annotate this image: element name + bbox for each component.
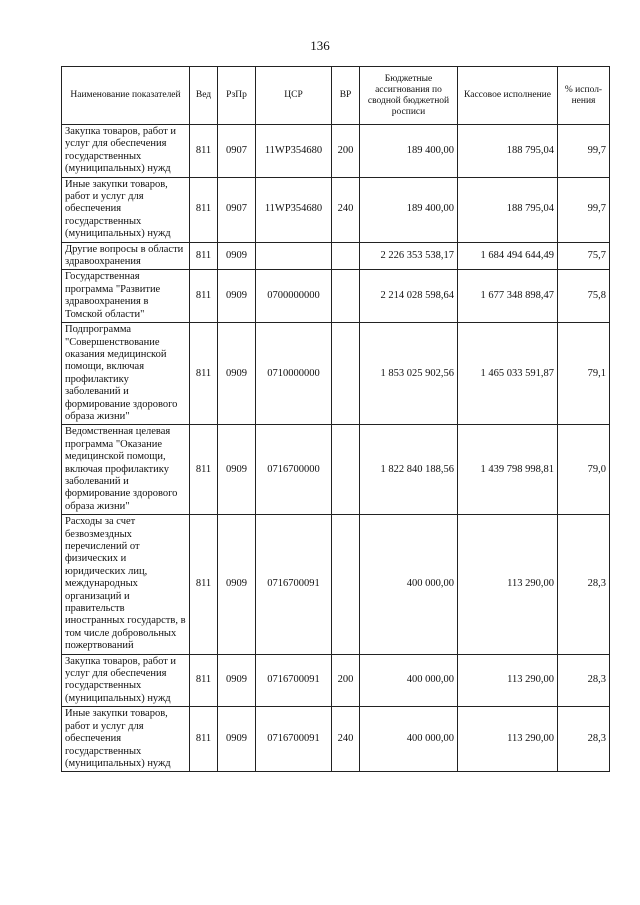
row-rzpr: 0909: [218, 425, 256, 515]
row-ved: 811: [190, 707, 218, 772]
table-row: [62, 242, 610, 270]
table-row: [62, 323, 610, 425]
row-vr: [332, 270, 360, 323]
row-rzpr: 0907: [218, 125, 256, 178]
row-csr: 0710000000: [256, 323, 332, 425]
row-vr: 240: [332, 177, 360, 242]
row-name: Ведомственная целевая программа "Оказание медицинской помощи, включая профилактику заболеваний и формирование здорового образа жизни": [62, 425, 190, 515]
header-csr: ЦСР: [256, 67, 332, 125]
row-vr: [332, 323, 360, 425]
row-cash: 1 684 494 644,49: [458, 242, 558, 270]
row-ved: 811: [190, 270, 218, 323]
row-rzpr: 0909: [218, 515, 256, 654]
row-csr: 0700000000: [256, 270, 332, 323]
row-ved: 811: [190, 515, 218, 654]
row-cash: 1 465 033 591,87: [458, 323, 558, 425]
row-pct: 75,7: [558, 242, 610, 270]
row-rzpr: 0907: [218, 177, 256, 242]
row-pct: 99,7: [558, 177, 610, 242]
row-pct: 75,8: [558, 270, 610, 323]
row-budget: 2 226 353 538,17: [360, 242, 458, 270]
row-cash: 188 795,04: [458, 177, 558, 242]
row-csr: 0716700000: [256, 425, 332, 515]
row-vr: [332, 425, 360, 515]
row-name: Закупка товаров, работ и услуг для обеспечения государственных (муниципальных) нужд: [62, 125, 190, 178]
row-rzpr: 0909: [218, 707, 256, 772]
table-row: [62, 125, 610, 178]
row-ved: 811: [190, 242, 218, 270]
row-rzpr: 0909: [218, 270, 256, 323]
row-budget: 400 000,00: [360, 707, 458, 772]
row-name: Подпрограмма "Совершенствование оказания медицинской помощи, включая профилактику заболеваний и формирование здорового образа жизни": [62, 323, 190, 425]
row-budget: 189 400,00: [360, 177, 458, 242]
table-row: [62, 270, 610, 323]
row-csr: [256, 242, 332, 270]
page-number: 136: [310, 38, 330, 53]
header-ved: Вед: [190, 67, 218, 125]
header-cash: Кассовое исполнение: [458, 67, 558, 125]
row-pct: 28,3: [558, 515, 610, 654]
row-vr: [332, 515, 360, 654]
row-budget: 189 400,00: [360, 125, 458, 178]
table-row: [62, 425, 610, 515]
header-pct: % испол-нения: [558, 67, 610, 125]
row-cash: 1 677 348 898,47: [458, 270, 558, 323]
row-name: Иные закупки товаров, работ и услуг для обеспечения государственных (муниципальных) нужд: [62, 707, 190, 772]
table-row: [62, 654, 610, 707]
row-name: Государственная программа "Развитие здравоохранения в Томской области": [62, 270, 190, 323]
row-pct: 99,7: [558, 125, 610, 178]
row-ved: 811: [190, 323, 218, 425]
row-name: Расходы за счет безвозмездных перечислений от физических и юридических лиц, международных организаций и правительств иностранных государств, в том числе добровольных пожертвований: [62, 515, 190, 654]
row-budget: 400 000,00: [360, 515, 458, 654]
row-name: Закупка товаров, работ и услуг для обеспечения государственных (муниципальных) нужд: [62, 654, 190, 707]
row-ved: 811: [190, 425, 218, 515]
table-row: [62, 177, 610, 242]
row-cash: 113 290,00: [458, 654, 558, 707]
row-cash: 188 795,04: [458, 125, 558, 178]
header-vr: ВР: [332, 67, 360, 125]
row-rzpr: 0909: [218, 323, 256, 425]
header-name: Наименование показателей: [62, 67, 190, 125]
row-cash: 1 439 798 998,81: [458, 425, 558, 515]
row-ved: 811: [190, 654, 218, 707]
row-name: Иные закупки товаров, работ и услуг для обеспечения государственных (муниципальных) нужд: [62, 177, 190, 242]
row-budget: 1 822 840 188,56: [360, 425, 458, 515]
budget-execution-table: [61, 66, 610, 772]
row-vr: 240: [332, 707, 360, 772]
row-vr: 200: [332, 654, 360, 707]
row-pct: 79,0: [558, 425, 610, 515]
row-name: Другие вопросы в области здравоохранения: [62, 242, 190, 270]
header-budget: Бюджетные ассигнования по сводной бюджетной росписи: [360, 67, 458, 125]
header-rzpr: РзПр: [218, 67, 256, 125]
row-csr: 11WP354680: [256, 177, 332, 242]
row-csr: 0716700091: [256, 707, 332, 772]
table-row: [62, 515, 610, 654]
row-pct: 28,3: [558, 707, 610, 772]
row-vr: 200: [332, 125, 360, 178]
row-budget: 2 214 028 598,64: [360, 270, 458, 323]
row-csr: 0716700091: [256, 515, 332, 654]
row-rzpr: 0909: [218, 654, 256, 707]
row-cash: 113 290,00: [458, 515, 558, 654]
row-budget: 400 000,00: [360, 654, 458, 707]
table-row: [62, 707, 610, 772]
row-csr: 0716700091: [256, 654, 332, 707]
row-ved: 811: [190, 125, 218, 178]
row-rzpr: 0909: [218, 242, 256, 270]
row-budget: 1 853 025 902,56: [360, 323, 458, 425]
row-ved: 811: [190, 177, 218, 242]
row-csr: 11WP354680: [256, 125, 332, 178]
row-pct: 28,3: [558, 654, 610, 707]
header-row: [62, 67, 610, 125]
row-vr: [332, 242, 360, 270]
row-cash: 113 290,00: [458, 707, 558, 772]
row-pct: 79,1: [558, 323, 610, 425]
